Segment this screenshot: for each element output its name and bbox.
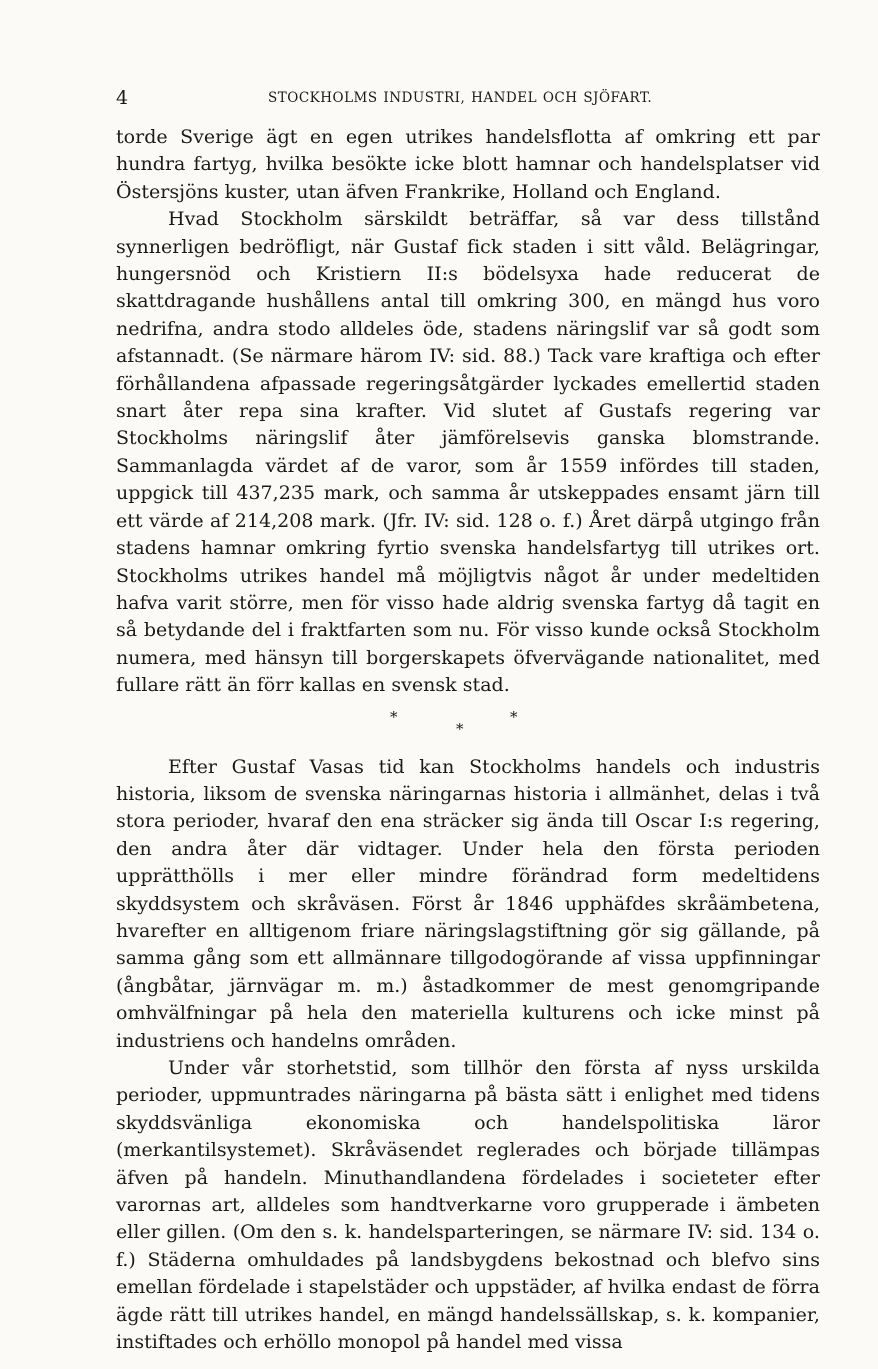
page-header	[116, 84, 820, 112]
asterism-star-left: *	[390, 707, 398, 726]
paragraph-3: Efter Gustaf Vasas tid kan Stockholms handels och industris historia, liksom de svenska näringarnas historia i allmänhet, delas i två stora perioder, hvaraf den ena sträcker sig ända till Oscar I:s regering, den andra åter där vidtager. Under hela den första perioden upprätthölls i mer eller mindre förändrad form medeltidens skyddsystem och skråväsen. Först år 1846 upphäfdes skråämbetena, hvarefter en alltigenom friare näringslagstiftning gör sig gällande, på samma gång som ett allmännare tillgodogörande af vissa uppfinningar (ångbåtar, järnvägar m. m.) åstadkommer de mest genomgripande omhvälfningar på hela den materiella kulturens och icke minst på industriens och handelns områden.	[116, 755, 820, 1052]
paragraph-2: Hvad Stockholm särskildt beträffar, så var dess tillstånd synnerligen bedröfligt, när Gustaf fick staden i sitt våld. Belägringar, hungersnöd och Kristiern II:s bödelsyxa hade reducerat de skattdragande hushållens antal till omkring 300, en mängd hus voro nedrifna, andra stodo alldeles öde, stadens näringslif var så godt som afstannadt. (Se närmare härom IV: sid. 88.) Tack vare kraftiga och efter förhållandena afpassade regeringsåtgärder lyckades emellertid staden snart åter repa sina krafter. Vid slutet af Gustafs regering var Stockholms näringslif åter jämförelsevis ganska blomstrande. Sammanlagda värdet af de varor, som år 1559 infördes till staden, uppgick till 437,235 mark, och samma år utskeppades ensamt järn till ett värde af 214,208 mark. (Jfr. IV: sid. 128 o. f.) Året därpå utgingo från stadens hamnar omkring fyrtio svenska handelsfartyg till utrikes ort. Stockholms utrikes handel må möjligtvis något år under medeltiden hafva varit större, men för visso hade aldrig svenska fartyg då tagit en så betydande del i fraktfarten som nu. För visso kunde också Stockholm numera, med hänsyn till borgerskapets öfvervägande nationalitet, med fullare rätt än förr kallas en svensk stad.	[116, 208, 820, 697]
book-page	[116, 84, 820, 1356]
paragraph-4: Under vår storhetstid, som tillhör den första af nyss urskilda perioder, uppmuntrades näringarna på bästa sätt i enlighet med tidens skyddsvänliga ekonomiska och handelspolitiska läror (merkantilsystemet). Skråväsendet reglerades och började tillämpas äfven på handeln. Minuthandlandena fördelades i societeter efter varornas art, alldeles som handtverkarne voro grupperade i ämbeten eller gillen. (Om den s. k. handelsparteringen, se närmare IV: sid. 134 o. f.) Städerna omhuldades på landsbygdens bekostnad och blefvo sins emellan fördelade i stapelstäder och uppstäder, af hvilka endast de förra ägde rätt till utrikes handel, en mängd handelssällskap, s. k. kompanier, instiftades och erhöllo monopol på handel med vissa	[116, 1057, 820, 1354]
asterism-star-right: *	[510, 707, 518, 726]
section-break-asterism	[116, 708, 820, 746]
paragraph-1: torde Sverige ägt en egen utrikes handelsflotta af omkring ett par hundra fartyg, hvilka besökte icke blott hamnar och handelsplatser vid Östersjöns kuster, utan äfven Frankrike, Holland och England.	[116, 126, 820, 203]
page-number: 4	[116, 87, 129, 109]
section-2	[116, 754, 820, 1357]
running-title: STOCKHOLMS INDUSTRI, HANDEL OCH SJÖFART.	[268, 90, 653, 106]
asterism-star-bottom: *	[456, 719, 464, 738]
